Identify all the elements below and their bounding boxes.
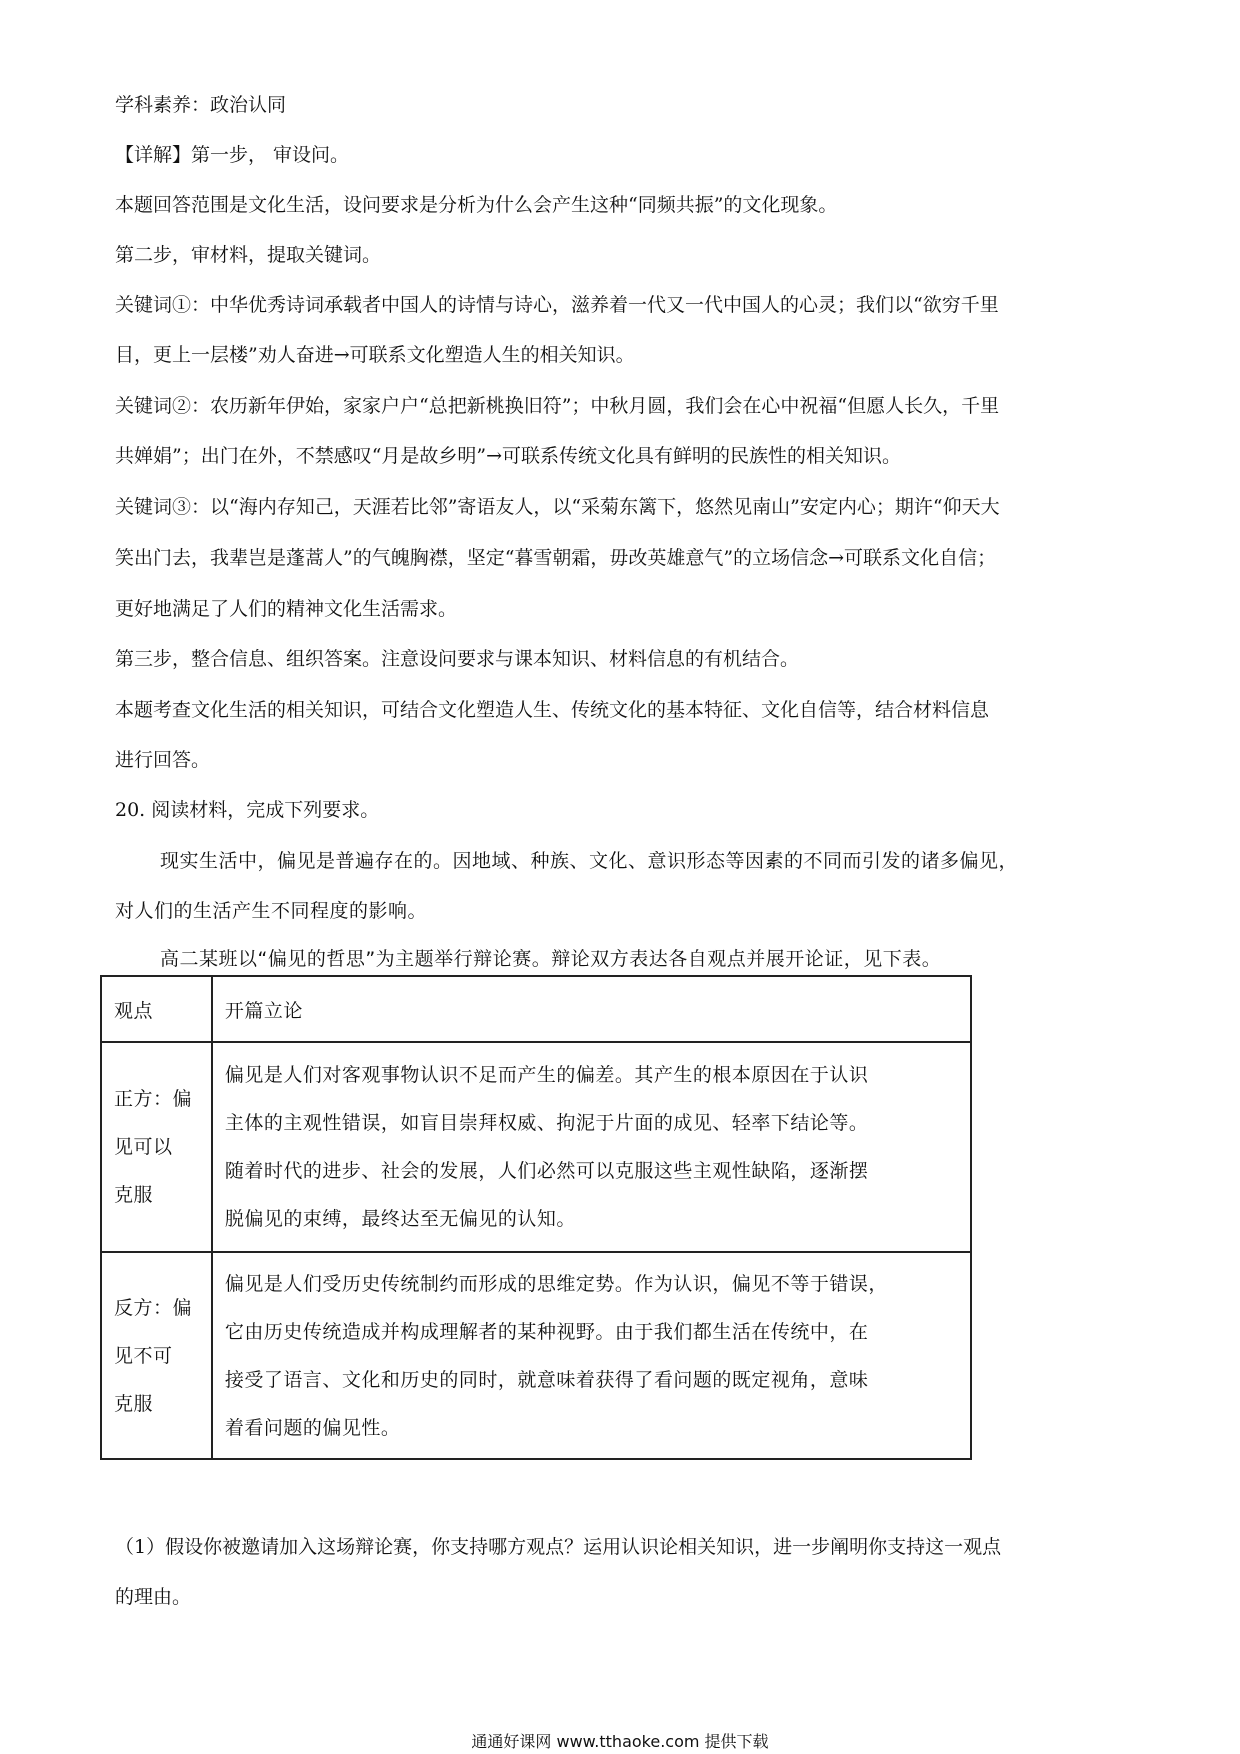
affirmative-argument <box>212 1042 971 1252</box>
analysis-summary-line-2: 进行回答。 <box>115 749 211 771</box>
keyword-1-line-2: 目，更上一层楼”劝人奋进→可联系文化塑造人生的相关知识。 <box>115 344 635 366</box>
header-argument: 开篇立论 <box>212 976 971 1042</box>
keyword-2-line-1: 关键词②：农历新年伊始，家家户户“总把新桃换旧符”；中秋月圆，我们会在心中祝福“但愿人长久，千里 <box>115 395 1000 417</box>
table-header-row <box>101 976 971 1042</box>
argument-line: 随着时代的进步、社会的发展，人们必然可以克服这些主观性缺陷，逐渐摆 <box>224 1160 869 1182</box>
analysis-step-1: 【详解】第一步， 审设问。 <box>115 144 350 166</box>
argument-line: 接受了语言、文化和历史的同时，就意味着获得了看问题的既定视角，意味 <box>224 1368 869 1391</box>
viewpoint-line: 克服 <box>114 1184 154 1206</box>
keyword-3-line-1: 关键词③：以“海内存知己，天涯若比邻”寄语友人，以“采菊东篱下，悠然见南山”安定内心；期许“仰天大 <box>115 496 1000 518</box>
keyword-3-line-3: 更好地满足了人们的精神文化生活需求。 <box>115 598 458 620</box>
keyword-2-line-2: 共婵娟”；出门在外，不禁感叹“月是故乡明”→可联系传统文化具有鲜明的民族性的相关知识。 <box>115 445 902 467</box>
viewpoint-line: 反方：偏 <box>114 1296 193 1319</box>
viewpoint-line: 正方：偏 <box>114 1088 193 1110</box>
viewpoint-line: 见可以 <box>114 1136 173 1158</box>
table-row <box>101 1252 971 1459</box>
argument-line: 脱偏见的束缚，最终达至无偏见的认知。 <box>224 1208 576 1230</box>
header-viewpoint: 观点 <box>101 976 212 1042</box>
debate-table <box>100 975 972 1460</box>
question-20-title: 20. 阅读材料，完成下列要求。 <box>115 799 380 821</box>
keyword-3-line-2: 笑出门去，我辈岂是蓬蒿人”的气魄胸襟，坚定“暮雪朝霜，毋改英雄意气”的立场信念→可联系文化自信； <box>115 547 997 569</box>
table-row <box>101 1042 971 1252</box>
analysis-summary-line-1: 本题考查文化生活的相关知识，可结合文化塑造人生、传统文化的基本特征、文化自信等，结合材料信息 <box>115 699 990 721</box>
analysis-text: 本题回答范围是文化生活，设问要求是分析为什么会产生这种“同频共振”的文化现象。 <box>115 194 838 216</box>
keyword-1-line-1: 关键词①：中华优秀诗词承载者中国人的诗情与诗心，滋养着一代又一代中国人的心灵；我们以“欲穷千里 <box>115 294 999 316</box>
material-line-1: 现实生活中，偏见是普遍存在的。因地域、种族、文化、意识形态等因素的不同而引发的诸多偏见， <box>160 850 1019 872</box>
argument-line: 它由历史传统造成并构成理解者的某种视野。由于我们都生活在传统中，在 <box>224 1320 869 1343</box>
negative-argument <box>212 1252 971 1459</box>
subject-literacy: 学科素养：政治认同 <box>115 94 287 116</box>
analysis-step-3: 第三步，整合信息、组织答案。注意设问要求与课本知识、材料信息的有机结合。 <box>115 648 800 670</box>
negative-viewpoint <box>101 1252 212 1459</box>
affirmative-viewpoint <box>101 1042 212 1252</box>
viewpoint-line: 克服 <box>114 1392 154 1415</box>
question-1-line-1: （1）假设你被邀请加入这场辩论赛，你支持哪方观点？运用认识论相关知识，进一步阐明你支持这一观点 <box>115 1536 1002 1558</box>
material-line-3: 高二某班以“偏见的哲思”为主题举行辩论赛。辩论双方表达各自观点并展开论证，见下表。 <box>160 948 942 970</box>
question-1-line-2: 的理由。 <box>115 1586 192 1608</box>
argument-line: 偏见是人们受历史传统制约而形成的思维定势。作为认识，偏见不等于错误， <box>224 1272 888 1295</box>
argument-line: 主体的主观性错误，如盲目崇拜权威、拘泥于片面的成见、轻率下结论等。 <box>224 1112 869 1134</box>
page-footer: 通通好课网 www.tthaoke.com 提供下载 <box>471 1732 769 1751</box>
argument-line: 着看问题的偏见性。 <box>224 1416 401 1439</box>
viewpoint-line: 见不可 <box>114 1344 173 1367</box>
argument-line: 偏见是人们对客观事物认识不足而产生的偏差。其产生的根本原因在于认识 <box>224 1064 869 1086</box>
material-line-2: 对人们的生活产生不同程度的影响。 <box>115 900 428 922</box>
analysis-step-2: 第二步，审材料，提取关键词。 <box>115 244 382 266</box>
